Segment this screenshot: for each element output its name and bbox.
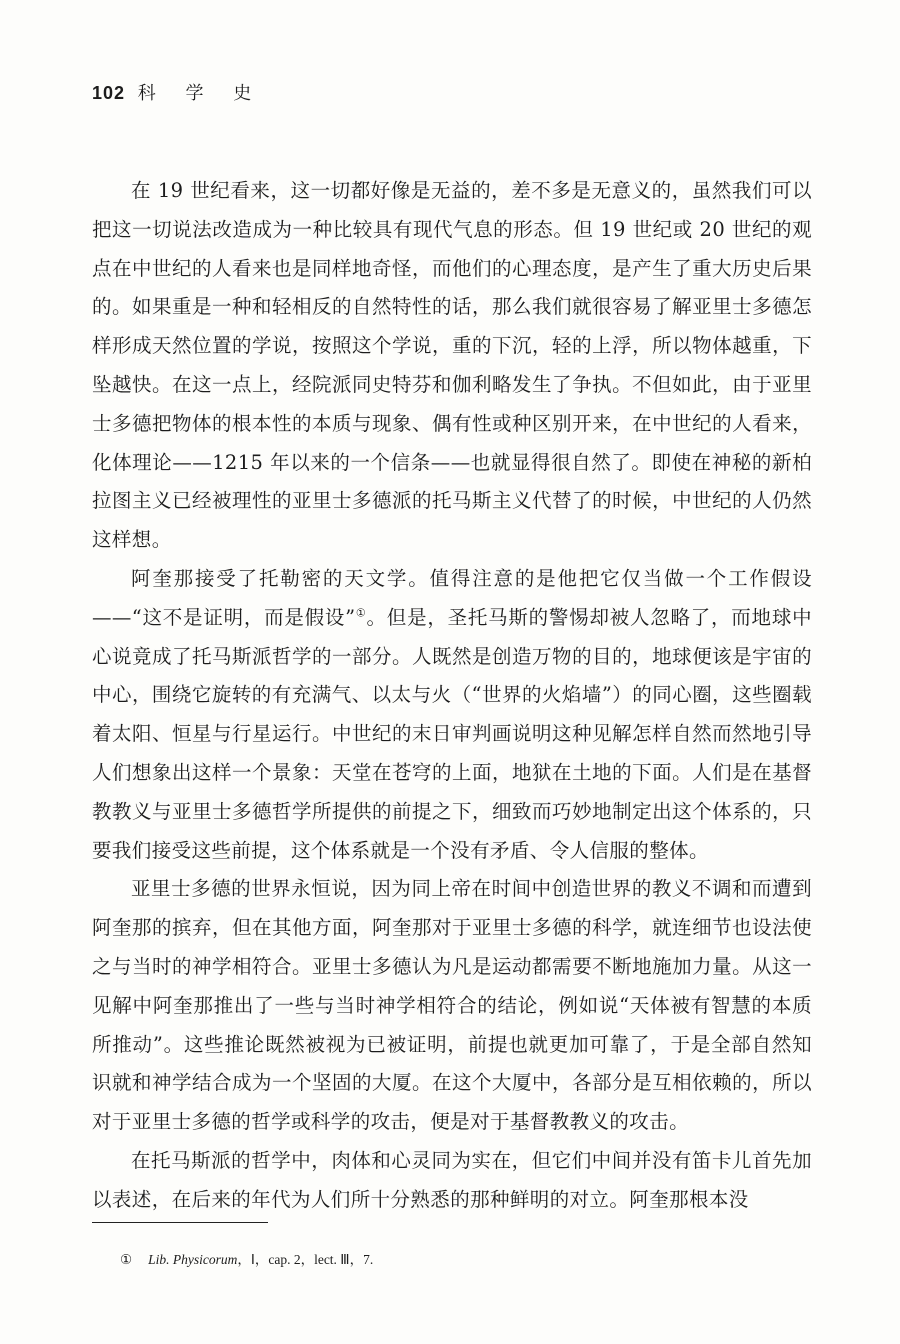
body-text	[92, 172, 812, 1220]
paragraph-2-after-note: 。但是，圣托马斯的警惕却被人忽略了，而地球中心说竟成了托马斯派哲学的一部分。人既然是创造万物的目的，地球便该是宇宙的中心，围绕它旋转的有充满气、以太与火（“世界的火焰墙”）的同心圈，这些圈载着太阳、恒星与行星运行。中世纪的末日审判画说明这种见解怎样自然而然地引导人们想象出这样一个景象：天堂在苍穹的上面，地狱在土地的下面。人们是在基督教教义与亚里士多德哲学所提供的前提之下，细致而巧妙地制定出这个体系的，只要我们接受这些前提，这个体系就是一个没有矛盾、令人信服的整体。	[92, 605, 812, 862]
paragraph-4: 在托马斯派的哲学中，肉体和心灵同为实在，但它们中间并没有笛卡儿首先加以表述，在后来的年代为人们所十分熟悉的那种鲜明的对立。阿奎那根本没	[92, 1148, 812, 1211]
footnote-divider	[92, 1222, 268, 1223]
paragraph-1: 在 19 世纪看来，这一切都好像是无益的，差不多是无意义的，虽然我们可以把这一切说法改造成为一种比较具有现代气息的形态。但 19 世纪或 20 世纪的观点在中世纪的人看来也是同样地奇怪，而他们的心理态度，是产生了重大历史后果的。如果重是一种和轻相反的自然特性的话，那么我们就很容易了解亚里士多德怎样形成天然位置的学说，按照这个学说，重的下沉，轻的上浮，所以物体越重，下坠越快。在这一点上，经院派同史特芬和伽利略发生了争执。不但如此，由于亚里士多德把物体的根本性的本质与现象、偶有性或种区别开来，在中世纪的人看来，化体理论——1215 年以来的一个信条——也就显得很自然了。即使在神秘的新柏拉图主义已经被理性的亚里士多德派的托马斯主义代替了的时候，中世纪的人仍然这样想。	[92, 179, 812, 552]
footnote	[120, 1248, 373, 1268]
page-number: 102	[92, 83, 126, 103]
book-title: 科 学 史	[137, 83, 264, 104]
footnote-mark: ①	[120, 1252, 133, 1267]
paragraph-2-before-note: 阿奎那接受了托勒密的天文学。值得注意的是他把它仅当做一个工作假设——“这不是证明，而是假设”	[92, 566, 812, 629]
footnote-citation-rest: ，Ⅰ，cap. 2，lect. Ⅲ，7.	[237, 1252, 374, 1267]
footnote-citation-title: Lib. Physicorum	[148, 1252, 238, 1267]
paragraph-2	[92, 560, 812, 870]
footnote-reference: ①	[355, 606, 367, 620]
paragraph-3: 亚里士多德的世界永恒说，因为同上帝在时间中创造世界的教义不调和而遭到阿奎那的摈弃，但在其他方面，阿奎那对于亚里士多德的科学，就连细节也设法使之与当时的神学相符合。亚里士多德认为凡是运动都需要不断地施加力量。从这一见解中阿奎那推出了一些与当时神学相符合的结论，例如说“天体被有智慧的本质所推动”。这些推论既然被视为已被证明，前提也就更加可靠了，于是全部自然知识就和神学结合成为一个坚固的大厦。在这个大厦中，各部分是互相依赖的，所以对于亚里士多德的哲学或科学的攻击，便是对于基督教教义的攻击。	[92, 877, 812, 1134]
running-header	[92, 79, 263, 105]
